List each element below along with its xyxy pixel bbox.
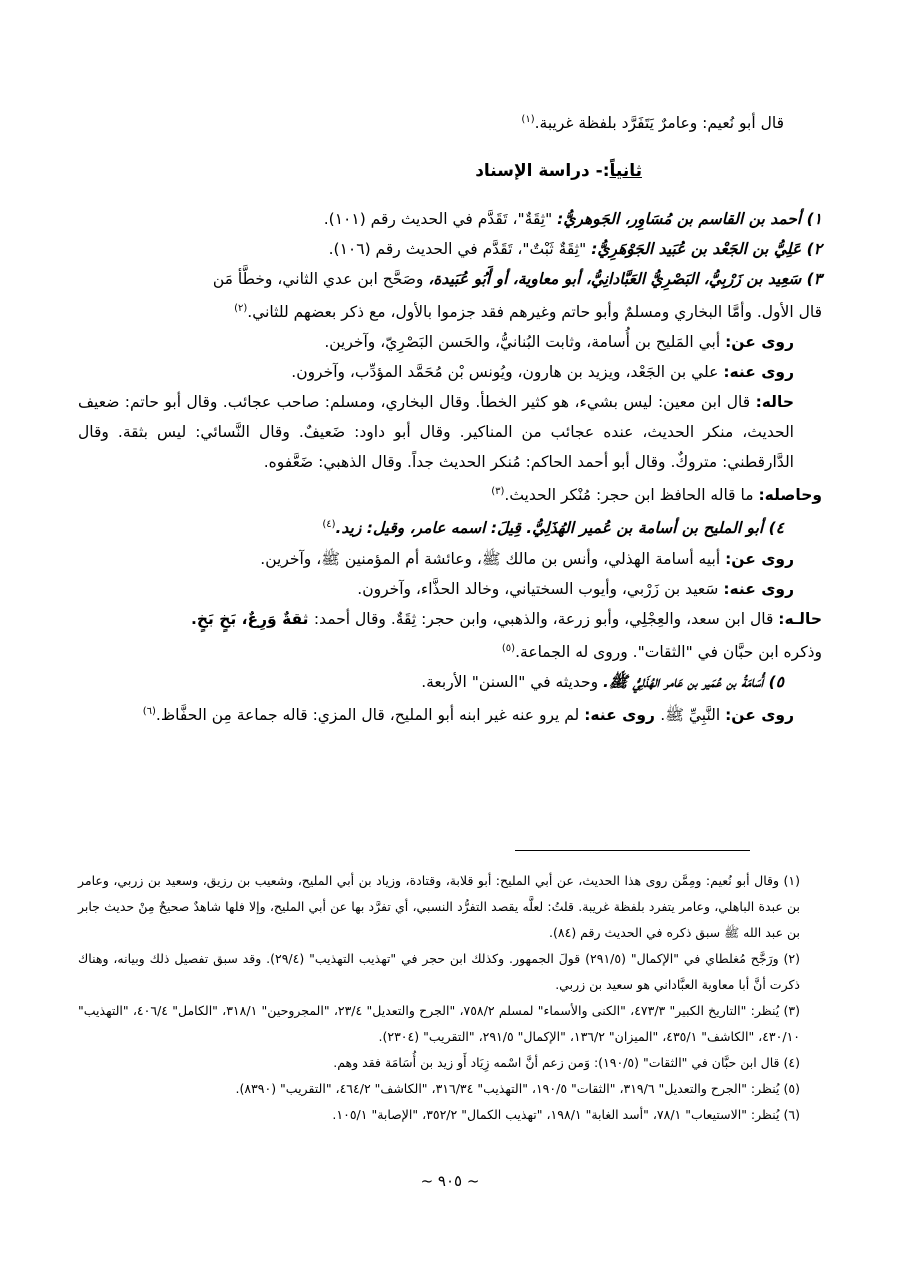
main-text xyxy=(78,105,822,730)
narrator-4-status-cont: وذكره ابن حبَّان في "الثقات". وروى له الجماعة.$^{(٥)}$ xyxy=(501,642,822,661)
footnotes xyxy=(78,868,822,1128)
narrator-4-teachers: روى عن: أبيه أسامة الهذلي، وأنس بن مالك ﷺ، وعائشة أم المؤمنين ﷺ، وآخرين. xyxy=(260,549,794,568)
narrator-3: ٣) سَعِيد بن زَرْبِيُّ، البَصْرِيُّ العَبَّادانِيُّ، أبو معاوية، أو أَبُو عُبَيدة، وصَحَّح ابن عدي الثاني، وخطَّأ مَن xyxy=(212,270,822,289)
footnote-3: (٣) يُنظر: "التاريخ الكبير" ٤٧٣/٣، "الكنى والأسماء" لمسلم ٧٥٨/٢، "الجرح والتعديل" ٢٣/٤، "المجروحين" ٣١٨/١، "الكامل" ٤٠٦/٤، "التهذيب" ٤٣٠/١٠، "الكاشف" ٤٣٥/١، "الميزان" ١٣٦/٢، "الإكمال" ٢٩١/٥، "التقريب" (٢٣٠٤). xyxy=(78,1003,800,1044)
footnote-4: (٤) قال ابن حبَّان في "الثقات" (١٩٠/٥): وَمن زعم أنَّ اسْمه زِيَاد أَو زيد بن أُسَامَة فقد وهم. xyxy=(333,1055,800,1070)
narrator-2: ٢) عَلِيُّ بن الجَعْد بن عُبَيد الجَوْهَرِيُّ: "ثِقَةٌ ثَبْتٌ"، تَقَدَّم في الحديث رقم (١٠٦). xyxy=(328,240,822,259)
narrator-4-status: حالـه: قال ابن سعد، والعِجْلِي، وأبو زرعة، والذهبي، وابن حجر: ثِقَةٌ. وقال أحمد: ثقةٌ وَرِعٌ، بَخٍ بَخٍ. xyxy=(191,609,822,628)
narrator-5: ٥) أُسَامَةُ بن عُمَير بن عَامر الهُذَلِيُّ ﷺ. وحديثه في "السنن" الأربعة. xyxy=(421,672,784,691)
narrator-3-status: حاله: قال ابن معين: ليس بشيء، هو كثير الخطأ. وقال البخاري، ومسلم: صاحب عجائب. وقال أبو حاتم: ضعيف الحديث، منكر الحديث، عنده عجائب من المناكير. وقال أبو داود: ضَعيفٌ. وقال النَّسائي: ليس بثقة. وقال الدَّارقطني: متروكٌ. وقال أبو أحمد الحاكم: مُنكر الحديث جداً. وقال الذهبي: ضَعَّفوه. xyxy=(78,393,794,472)
footnote-separator xyxy=(515,850,750,851)
footnote-2: (٢) ورَجَّح مُغلطاي في "الإكمال" (٢٩١/٥) قولَ الجمهور. وكذلك ابن حجر في "تهذيب التهذيب" (٢٩/٤). وقد سبق تفصيل ذلك وبيانه، وهناك ذكرت أنَّ أبا معاوية العبَّاداني هو سعيد بن زربي. xyxy=(78,951,801,992)
narrator-3-summary: وحاصله: ما قاله الحافظ ابن حجر: مُنْكر الحديث.$^{(٣)}$ xyxy=(491,486,822,505)
narrator-4: ٤) أبو المليح بن أسامة بن عُمير الهُذَلِيُّ. قِيلَ: اسمه عامر، وقيل: زيد.$^{(٤)}$ xyxy=(322,519,784,538)
footnote-6: (٦) يُنظر: "الاستيعاب" ٧٨/١، "أسد الغابة" ١٩٨/١، "تهذيب الكمال" ٣٥٢/٢، "الإصابة" ١٠٥/١. xyxy=(332,1107,800,1122)
footnote-5: (٥) يُنظر: "الجرح والتعديل" ٣١٩/٦، "الثقات" ١٩٠/٥، "التهذيب" ٣١٦/٣٤، "الكاشف" ٤٦٤/٢، "التقريب" (٨٣٩٠). xyxy=(235,1081,800,1096)
page-number: ~ ٩٠٥ ~ xyxy=(420,1172,480,1190)
narrator-4-students: روى عنه: سَعيد بن زَرْبي، وأيوب السختياني، وخالد الحذَّاء، وآخرون. xyxy=(357,579,794,598)
footnote-1: (١) وقال أبو نُعيم: ومِمَّن روى هذا الحديث، عن أبي المليح: أبو قلابة، وقتادة، وزياد بن أبي المليح، وشعيب بن رزيق، وسعيد بن زربي، وعامر بن عبدة الباهلي، وعامر يتفرد بلفظة غريبة. قلتُ: لعلَّه يقصد التفرُّد النسبي، أي تفرَّد بها عن أبي المليح، وإلا فلها شاهدٌ صحيحٌ مِنْ حديث جابر بن عبد الله ﷺ سبق ذكره في الحديث رقم (٨٤). xyxy=(78,873,800,940)
narrator-1: ١) أحمد بن القاسم بن مُسَاوِر، الجَوهريُّ: "ثِقَةٌ"، تَقَدَّم في الحديث رقم (١٠١). xyxy=(323,210,822,229)
narrator-3-cont: قال الأول. وأمَّا البخاري ومسلمٌ وأبو حاتم وغيرهم فقد جزموا بالأول، مع ذكر بعضهم للثاني.$^{(٢)}$ xyxy=(234,303,822,322)
intro-line: قال أبو نُعيم: وعامرٌ يَتَفَرَّد بلفظة غريبة.$^{(١)}$ xyxy=(521,114,784,133)
narrator-5-transmission: روى عن: النَّبِيِّ ﷺ. روى عنه: لم يرو عنه غير ابنه أبو المليح، قال المزي: قاله جماعة مِن الحفَّاظ.$^{(٦)}$ xyxy=(142,705,794,724)
narrator-3-teachers: روى عن: أبي المَليح بن أُسامة، وثابت البُنانيُّ، والحَسن البَصْرِيّ، وآخرين. xyxy=(324,333,794,352)
narrator-3-students: روى عنه: علي بن الجَعْد، ويزيد بن هارون، ويُونس بْن مُحَمَّد المؤدِّب، وآخرون. xyxy=(291,363,794,382)
section-title: ثانياً:- دراسة الإسناد xyxy=(475,161,642,182)
